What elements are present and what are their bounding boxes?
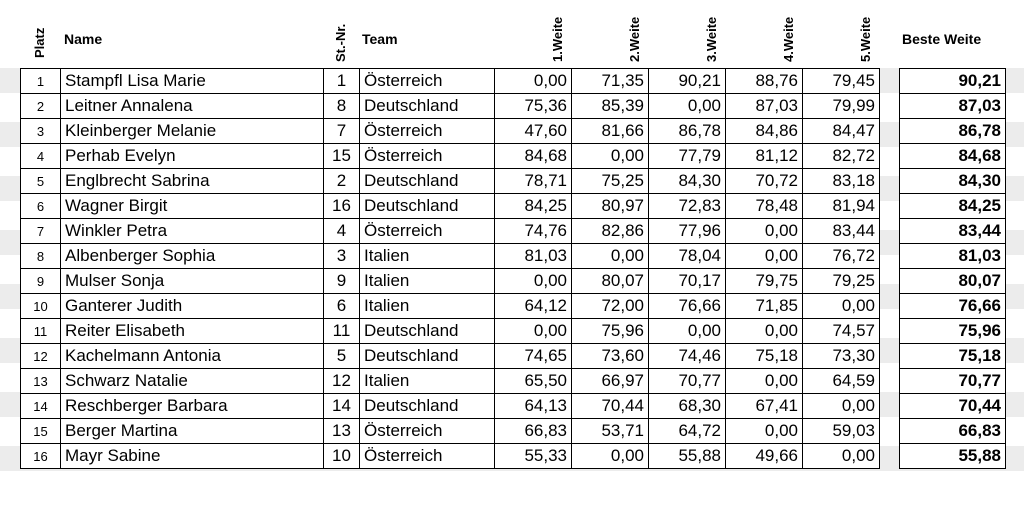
table-row (21, 269, 880, 294)
team-cell: Deutschland (360, 344, 495, 369)
best-row (900, 194, 1006, 219)
table-row (21, 119, 880, 144)
weite-4-cell: 75,18 (726, 344, 803, 369)
weite-1-cell: 0,00 (495, 269, 572, 294)
startnummer-cell: 12 (324, 369, 360, 394)
name-cell: Reschberger Barbara (61, 394, 324, 419)
name-cell: Kachelmann Antonia (61, 344, 324, 369)
weite-2-cell: 0,00 (572, 144, 649, 169)
weite-2-cell: 71,35 (572, 69, 649, 94)
weite-3-cell: 78,04 (649, 244, 726, 269)
weite-3-cell: 55,88 (649, 444, 726, 469)
weite-5-cell: 79,45 (803, 69, 880, 94)
weite-4-cell: 49,66 (726, 444, 803, 469)
weite-2-cell: 82,86 (572, 219, 649, 244)
table-row (21, 394, 880, 419)
weite-2-cell: 70,44 (572, 394, 649, 419)
beste-weite-cell: 75,96 (900, 319, 1006, 344)
weite-1-cell: 78,71 (495, 169, 572, 194)
header-weite-5: 5.Weite (858, 16, 873, 62)
table-row (21, 319, 880, 344)
startnummer-cell: 8 (324, 94, 360, 119)
weite-4-cell: 79,75 (726, 269, 803, 294)
weite-4-cell: 0,00 (726, 319, 803, 344)
table-row (21, 369, 880, 394)
platz-cell: 15 (21, 419, 61, 444)
name-cell: Englbrecht Sabrina (61, 169, 324, 194)
table-row (21, 344, 880, 369)
weite-2-cell: 80,97 (572, 194, 649, 219)
table-row (21, 169, 880, 194)
beste-weite-cell: 86,78 (900, 119, 1006, 144)
best-row (900, 269, 1006, 294)
header-team: Team (362, 31, 398, 47)
weite-3-cell: 0,00 (649, 319, 726, 344)
table-row (21, 69, 880, 94)
team-cell: Österreich (360, 444, 495, 469)
weite-4-cell: 81,12 (726, 144, 803, 169)
team-cell: Deutschland (360, 94, 495, 119)
weite-2-cell: 0,00 (572, 244, 649, 269)
beste-weite-cell: 87,03 (900, 94, 1006, 119)
weite-1-cell: 75,36 (495, 94, 572, 119)
startnummer-cell: 1 (324, 69, 360, 94)
beste-weite-cell: 70,44 (900, 394, 1006, 419)
best-row (900, 144, 1006, 169)
table-row (21, 219, 880, 244)
startnummer-cell: 6 (324, 294, 360, 319)
beste-weite-cell: 84,30 (900, 169, 1006, 194)
platz-cell: 8 (21, 244, 61, 269)
weite-5-cell: 0,00 (803, 444, 880, 469)
weite-5-cell: 0,00 (803, 394, 880, 419)
weite-3-cell: 84,30 (649, 169, 726, 194)
weite-4-cell: 0,00 (726, 419, 803, 444)
weite-3-cell: 72,83 (649, 194, 726, 219)
weite-3-cell: 86,78 (649, 119, 726, 144)
header-weite-3: 3.Weite (704, 16, 719, 62)
table-row (21, 419, 880, 444)
weite-4-cell: 0,00 (726, 369, 803, 394)
team-cell: Italien (360, 269, 495, 294)
weite-1-cell: 84,68 (495, 144, 572, 169)
name-cell: Stampfl Lisa Marie (61, 69, 324, 94)
best-row (900, 319, 1006, 344)
best-row (900, 294, 1006, 319)
best-row (900, 119, 1006, 144)
weite-5-cell: 83,18 (803, 169, 880, 194)
best-row (900, 169, 1006, 194)
weite-3-cell: 77,79 (649, 144, 726, 169)
table-row (21, 294, 880, 319)
weite-4-cell: 71,85 (726, 294, 803, 319)
platz-cell: 12 (21, 344, 61, 369)
team-cell: Italien (360, 244, 495, 269)
weite-3-cell: 70,77 (649, 369, 726, 394)
weite-4-cell: 0,00 (726, 219, 803, 244)
weite-1-cell: 81,03 (495, 244, 572, 269)
best-row (900, 444, 1006, 469)
weite-1-cell: 0,00 (495, 319, 572, 344)
team-cell: Österreich (360, 419, 495, 444)
team-cell: Österreich (360, 119, 495, 144)
startnummer-cell: 14 (324, 394, 360, 419)
weite-1-cell: 74,65 (495, 344, 572, 369)
weite-1-cell: 74,76 (495, 219, 572, 244)
platz-cell: 3 (21, 119, 61, 144)
platz-cell: 4 (21, 144, 61, 169)
team-cell: Österreich (360, 69, 495, 94)
platz-cell: 14 (21, 394, 61, 419)
weite-5-cell: 76,72 (803, 244, 880, 269)
team-cell: Italien (360, 294, 495, 319)
weite-1-cell: 64,12 (495, 294, 572, 319)
startnummer-cell: 5 (324, 344, 360, 369)
table-row (21, 194, 880, 219)
weite-3-cell: 68,30 (649, 394, 726, 419)
name-cell: Mulser Sonja (61, 269, 324, 294)
name-cell: Leitner Annalena (61, 94, 324, 119)
weite-4-cell: 78,48 (726, 194, 803, 219)
table-row (21, 144, 880, 169)
weite-1-cell: 47,60 (495, 119, 572, 144)
name-cell: Reiter Elisabeth (61, 319, 324, 344)
weite-1-cell: 66,83 (495, 419, 572, 444)
name-cell: Winkler Petra (61, 219, 324, 244)
beste-weite-cell: 90,21 (900, 69, 1006, 94)
weite-3-cell: 64,72 (649, 419, 726, 444)
weite-5-cell: 82,72 (803, 144, 880, 169)
weite-2-cell: 66,97 (572, 369, 649, 394)
platz-cell: 11 (21, 319, 61, 344)
weite-5-cell: 64,59 (803, 369, 880, 394)
weite-3-cell: 0,00 (649, 94, 726, 119)
weite-1-cell: 64,13 (495, 394, 572, 419)
weite-3-cell: 77,96 (649, 219, 726, 244)
best-row (900, 244, 1006, 269)
platz-cell: 13 (21, 369, 61, 394)
name-cell: Ganterer Judith (61, 294, 324, 319)
weite-3-cell: 70,17 (649, 269, 726, 294)
beste-weite-cell: 81,03 (900, 244, 1006, 269)
header-weite-2: 2.Weite (627, 16, 642, 62)
weite-4-cell: 87,03 (726, 94, 803, 119)
weite-2-cell: 0,00 (572, 444, 649, 469)
table-row (21, 244, 880, 269)
best-row (900, 94, 1006, 119)
startnummer-cell: 2 (324, 169, 360, 194)
platz-cell: 1 (21, 69, 61, 94)
weite-5-cell: 84,47 (803, 119, 880, 144)
header-stnr: St.-Nr. (333, 23, 348, 62)
weite-5-cell: 59,03 (803, 419, 880, 444)
beste-weite-cell: 55,88 (900, 444, 1006, 469)
best-distance-table (899, 68, 1006, 469)
name-cell: Mayr Sabine (61, 444, 324, 469)
beste-weite-cell: 80,07 (900, 269, 1006, 294)
team-cell: Deutschland (360, 194, 495, 219)
startnummer-cell: 3 (324, 244, 360, 269)
weite-2-cell: 73,60 (572, 344, 649, 369)
team-cell: Deutschland (360, 169, 495, 194)
beste-weite-cell: 76,66 (900, 294, 1006, 319)
team-cell: Deutschland (360, 319, 495, 344)
weite-5-cell: 73,30 (803, 344, 880, 369)
weite-4-cell: 67,41 (726, 394, 803, 419)
startnummer-cell: 9 (324, 269, 360, 294)
weite-4-cell: 84,86 (726, 119, 803, 144)
beste-weite-cell: 84,68 (900, 144, 1006, 169)
weite-4-cell: 0,00 (726, 244, 803, 269)
weite-2-cell: 81,66 (572, 119, 649, 144)
platz-cell: 9 (21, 269, 61, 294)
weite-2-cell: 53,71 (572, 419, 649, 444)
platz-cell: 5 (21, 169, 61, 194)
header-weite-4: 4.Weite (781, 16, 796, 62)
weite-2-cell: 72,00 (572, 294, 649, 319)
startnummer-cell: 11 (324, 319, 360, 344)
startnummer-cell: 13 (324, 419, 360, 444)
startnummer-cell: 15 (324, 144, 360, 169)
weite-1-cell: 84,25 (495, 194, 572, 219)
weite-1-cell: 0,00 (495, 69, 572, 94)
header-name: Name (64, 31, 103, 47)
platz-cell: 10 (21, 294, 61, 319)
table-row (21, 444, 880, 469)
table-row (21, 94, 880, 119)
weite-1-cell: 55,33 (495, 444, 572, 469)
best-row (900, 219, 1006, 244)
weite-5-cell: 79,99 (803, 94, 880, 119)
name-cell: Perhab Evelyn (61, 144, 324, 169)
startnummer-cell: 7 (324, 119, 360, 144)
team-cell: Deutschland (360, 394, 495, 419)
best-row (900, 344, 1006, 369)
weite-2-cell: 75,96 (572, 319, 649, 344)
weite-3-cell: 74,46 (649, 344, 726, 369)
beste-weite-cell: 70,77 (900, 369, 1006, 394)
beste-weite-cell: 75,18 (900, 344, 1006, 369)
team-cell: Italien (360, 369, 495, 394)
startnummer-cell: 4 (324, 219, 360, 244)
weite-5-cell: 74,57 (803, 319, 880, 344)
name-cell: Schwarz Natalie (61, 369, 324, 394)
beste-weite-cell: 66,83 (900, 419, 1006, 444)
platz-cell: 2 (21, 94, 61, 119)
header-platz: Platz (32, 27, 47, 58)
header-beste-weite: Beste Weite (902, 31, 982, 47)
weite-2-cell: 75,25 (572, 169, 649, 194)
weite-5-cell: 0,00 (803, 294, 880, 319)
beste-weite-cell: 83,44 (900, 219, 1006, 244)
name-cell: Kleinberger Melanie (61, 119, 324, 144)
name-cell: Albenberger Sophia (61, 244, 324, 269)
startnummer-cell: 10 (324, 444, 360, 469)
weite-4-cell: 88,76 (726, 69, 803, 94)
team-cell: Österreich (360, 219, 495, 244)
weite-3-cell: 76,66 (649, 294, 726, 319)
weite-5-cell: 81,94 (803, 194, 880, 219)
weite-2-cell: 85,39 (572, 94, 649, 119)
weite-2-cell: 80,07 (572, 269, 649, 294)
platz-cell: 6 (21, 194, 61, 219)
weite-4-cell: 70,72 (726, 169, 803, 194)
weite-5-cell: 79,25 (803, 269, 880, 294)
header-weite-1: 1.Weite (550, 16, 565, 62)
best-row (900, 369, 1006, 394)
weite-1-cell: 65,50 (495, 369, 572, 394)
weite-3-cell: 90,21 (649, 69, 726, 94)
name-cell: Berger Martina (61, 419, 324, 444)
platz-cell: 7 (21, 219, 61, 244)
best-row (900, 419, 1006, 444)
beste-weite-cell: 84,25 (900, 194, 1006, 219)
team-cell: Österreich (360, 144, 495, 169)
best-row (900, 394, 1006, 419)
startnummer-cell: 16 (324, 194, 360, 219)
platz-cell: 16 (21, 444, 61, 469)
name-cell: Wagner Birgit (61, 194, 324, 219)
best-row (900, 69, 1006, 94)
results-table (20, 68, 880, 469)
weite-5-cell: 83,44 (803, 219, 880, 244)
